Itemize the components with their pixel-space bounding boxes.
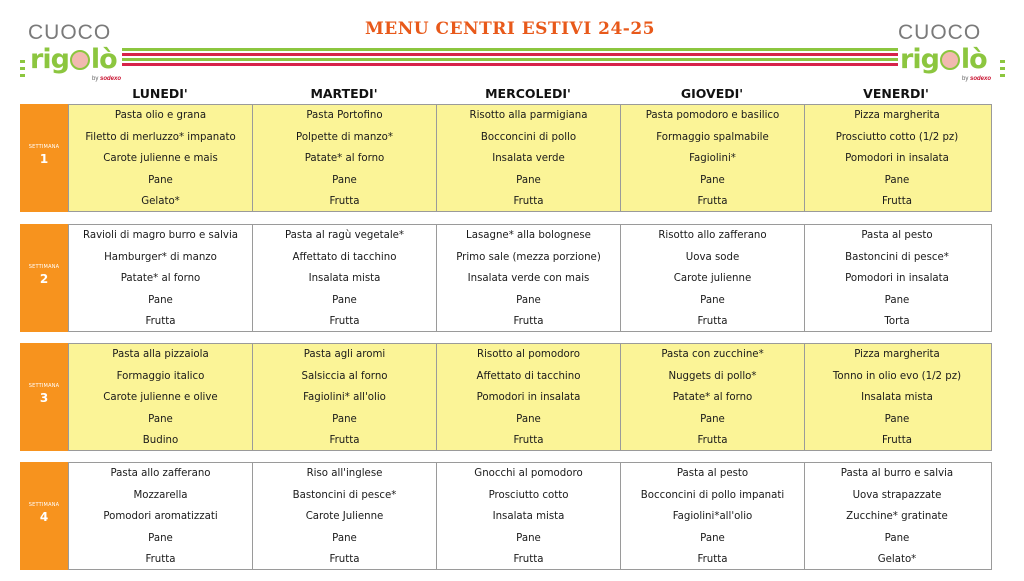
logo-cuoco-text: CUOCO	[28, 21, 112, 44]
menu-item: Fagiolini*all'olio	[672, 511, 753, 523]
menu-item: Bocconcini di pollo impanati	[640, 489, 785, 501]
menu-item: Frutta	[329, 554, 360, 566]
menu-item: Pane	[148, 413, 173, 425]
day-column	[69, 105, 253, 211]
menu-item: Fagiolini*	[689, 153, 736, 165]
menu-item: Pasta agli aromi	[303, 349, 386, 360]
menu-item: Pane	[884, 174, 910, 186]
menu-item: Tonno in olio evo (1/2 pz)	[832, 370, 962, 382]
menu-item: Frutta	[513, 554, 544, 566]
menu-item: Uova sode	[685, 251, 740, 263]
menu-item: Pane	[148, 174, 173, 186]
week-block	[20, 104, 992, 212]
menu-item: Pane	[148, 532, 173, 544]
menu-item: Frutta	[513, 435, 544, 447]
logo-cuoco-text: CUOCO	[898, 21, 982, 44]
menu-item: Fagiolini* all'olio	[303, 392, 386, 404]
day-column	[621, 463, 805, 569]
menu-item: Pasta al pesto	[861, 230, 933, 241]
menu-item: Risotto al pomodoro	[477, 349, 580, 360]
header-stripe	[122, 53, 898, 56]
logo-byline: by sodexo	[92, 76, 122, 82]
day-column	[621, 105, 805, 211]
menu-item: Pasta al burro e salvia	[840, 468, 954, 479]
header-stripe	[122, 58, 898, 61]
menu-item: Carote julienne e olive	[103, 392, 218, 404]
day-column	[253, 344, 437, 450]
header-stripe	[122, 63, 898, 66]
menu-item: Pasta al pesto	[676, 468, 749, 479]
week-block	[20, 462, 992, 570]
menu-item: Frutta	[329, 316, 360, 328]
menu-item: Frutta	[882, 196, 912, 208]
week-grid	[68, 343, 992, 451]
week-grid	[68, 462, 992, 570]
menu-item: Frutta	[882, 435, 912, 447]
menu-item: Pane	[884, 294, 910, 306]
menu-item: Pane	[516, 532, 541, 544]
menu-item: Nuggets di pollo*	[668, 370, 757, 382]
logo-dots	[1000, 60, 1006, 81]
menu-item: Frutta	[697, 554, 728, 566]
menu-item: Pasta al ragù vegetale*	[284, 230, 405, 241]
menu-item: Affettato di tacchino	[292, 251, 397, 263]
menu-item: Pasta olio e grana	[114, 110, 207, 121]
week-label-text: SETTIMANA	[28, 502, 60, 508]
week-number: 2	[39, 272, 49, 286]
week-block	[20, 343, 992, 451]
menu-item: Pasta alla pizzaiola	[112, 349, 209, 360]
menu-item: Bastoncini di pesce*	[292, 489, 397, 501]
week-grid	[68, 104, 992, 212]
day-column	[253, 105, 437, 211]
day-column	[437, 225, 621, 331]
menu-item: Insalata mista	[861, 392, 933, 404]
day-column	[805, 225, 989, 331]
menu-item: Pane	[516, 174, 541, 186]
week-label-text: SETTIMANA	[28, 264, 60, 270]
menu-item: Frutta	[329, 435, 360, 447]
day-column	[621, 344, 805, 450]
menu-item: Insalata mista	[308, 273, 381, 285]
menu-item: Frutta	[513, 316, 544, 328]
menu-item: Insalata verde con mais	[467, 273, 590, 285]
menu-item: Patate* al forno	[120, 273, 201, 285]
menu-item: Pane	[516, 413, 541, 425]
menu-item: Frutta	[697, 435, 728, 447]
menu-item: Frutta	[145, 554, 176, 566]
day-column	[69, 225, 253, 331]
week-grid	[68, 224, 992, 332]
menu-item: Polpette di manzo*	[296, 131, 393, 143]
menu-item: Pane	[516, 294, 541, 306]
menu-item: Primo sale (mezza porzione)	[456, 251, 601, 263]
menu-item: Pomodori in insalata	[845, 153, 949, 165]
menu-item: Pomodori in insalata	[476, 392, 581, 404]
menu-item: Hamburger* di manzo	[104, 251, 217, 263]
week-number: 1	[39, 152, 49, 166]
day-column	[437, 105, 621, 211]
menu-item: Patate* al forno	[304, 153, 385, 165]
day-column	[437, 463, 621, 569]
day-column	[805, 344, 989, 450]
menu-item: Frutta	[697, 316, 728, 328]
cuoco-rigolo-logo-left	[20, 18, 132, 88]
page-title: MENU CENTRI ESTIVI 24-25	[364, 19, 655, 39]
menu-item: Bastoncini di pesce*	[845, 251, 949, 263]
day-column	[621, 225, 805, 331]
week-label	[20, 104, 68, 212]
menu-item: Frutta	[513, 196, 544, 208]
day-column	[805, 463, 989, 569]
menu-item: Pane	[332, 174, 357, 186]
menu-item: Gelato*	[141, 196, 180, 208]
chef-face-icon	[940, 50, 960, 70]
menu-item: Prosciutto cotto (1/2 pz)	[835, 131, 959, 143]
menu-item: Frutta	[697, 196, 728, 208]
menu-item: Pasta allo zafferano	[110, 468, 211, 479]
day-column	[253, 225, 437, 331]
chef-face-icon	[70, 50, 90, 70]
day-header: GIOVEDI'	[680, 86, 744, 101]
day-header: LUNEDI'	[132, 86, 188, 101]
menu-item: Formaggio spalmabile	[656, 131, 769, 143]
menu-item: Frutta	[329, 196, 360, 208]
menu-item: Lasagne* alla bolognese	[466, 230, 591, 241]
menu-item: Pizza margherita	[854, 110, 940, 121]
menu-item: Prosciutto cotto	[488, 489, 569, 501]
menu-item: Pane	[332, 294, 357, 306]
menu-item: Pane	[332, 532, 357, 544]
menu-item: Frutta	[145, 316, 176, 328]
week-block	[20, 224, 992, 332]
day-column	[437, 344, 621, 450]
week-label	[20, 224, 68, 332]
menu-item: Uova strapazzate	[852, 489, 942, 501]
logo-byline: by sodexo	[962, 76, 992, 82]
menu-item: Pizza margherita	[854, 349, 940, 360]
week-label-text: SETTIMANA	[28, 144, 60, 150]
menu-item: Carote julienne e mais	[103, 153, 218, 165]
day-column	[69, 344, 253, 450]
menu-item: Pane	[332, 413, 357, 425]
menu-item: Torta	[884, 316, 910, 328]
day-header: MARTEDI'	[310, 86, 378, 101]
menu-item: Gnocchi al pomodoro	[474, 468, 583, 479]
menu-item: Bocconcini di pollo	[480, 131, 577, 143]
day-column	[69, 463, 253, 569]
week-label	[20, 343, 68, 451]
menu-item: Pomodori aromatizzati	[103, 511, 218, 523]
menu-item: Pane	[700, 174, 725, 186]
menu-item: Ravioli di magro burro e salvia	[82, 230, 239, 241]
menu-item: Budino	[142, 435, 179, 447]
header-stripe	[122, 48, 898, 51]
menu-item: Gelato*	[877, 554, 917, 566]
logo-rigolo-text: rig lò	[30, 44, 117, 75]
menu-item: Mozzarella	[133, 489, 188, 501]
menu-item: Pane	[884, 532, 910, 544]
menu-item: Pasta Portofino	[306, 110, 383, 121]
menu-item: Pasta pomodoro e basilico	[645, 110, 780, 121]
menu-item: Affettato di tacchino	[476, 370, 581, 382]
day-header: MERCOLEDI'	[485, 86, 571, 101]
menu-item: Risotto allo zafferano	[658, 230, 767, 241]
menu-item: Filetto di merluzzo* impanato	[85, 131, 236, 143]
menu-item: Pane	[700, 532, 725, 544]
menu-item: Pane	[148, 294, 173, 306]
menu-item: Pane	[700, 413, 725, 425]
logo-rigolo-text: rig lò	[900, 44, 987, 75]
menu-item: Pane	[884, 413, 910, 425]
cuoco-rigolo-logo-right	[890, 18, 1002, 88]
day-header: VENERDI'	[863, 86, 929, 101]
week-label-text: SETTIMANA	[28, 383, 60, 389]
menu-item: Insalata verde	[492, 153, 565, 165]
menu-item: Salsiccia al forno	[301, 370, 388, 382]
menu-item: Formaggio italico	[116, 370, 205, 382]
menu-item: Pane	[700, 294, 725, 306]
menu-item: Carote Julienne	[305, 511, 384, 523]
menu-item: Insalata mista	[492, 511, 565, 523]
menu-item: Patate* al forno	[672, 392, 753, 404]
menu-item: Carote julienne	[673, 273, 752, 285]
week-number: 4	[39, 510, 49, 524]
menu-item: Pasta con zucchine*	[661, 349, 764, 360]
menu-item: Zucchine* gratinate	[846, 511, 948, 523]
week-number: 3	[39, 391, 49, 405]
menu-item: Risotto alla parmigiana	[469, 110, 588, 121]
week-label	[20, 462, 68, 570]
logo-dots	[20, 60, 26, 81]
menu-item: Riso all'inglese	[306, 468, 383, 479]
day-column	[805, 105, 989, 211]
day-column	[253, 463, 437, 569]
menu-item: Pomodori in insalata	[845, 273, 949, 285]
